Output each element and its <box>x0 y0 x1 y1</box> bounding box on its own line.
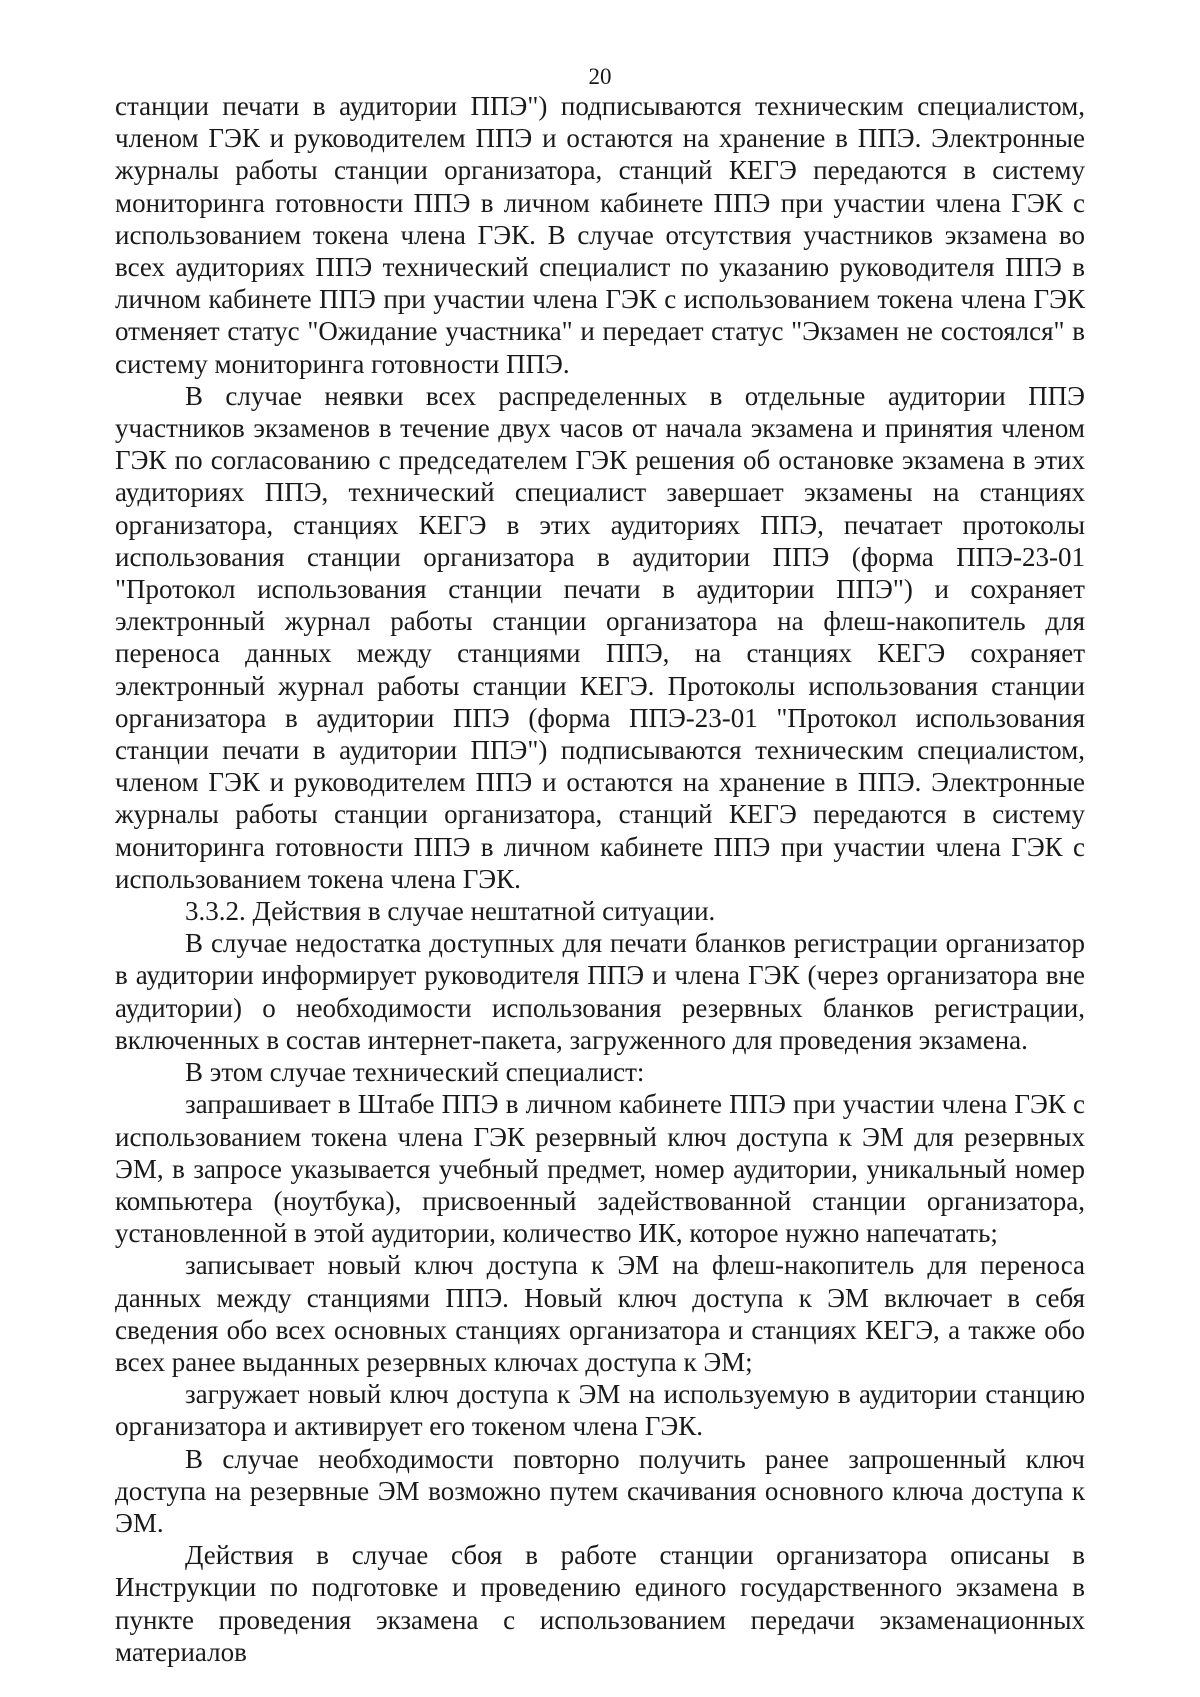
paragraph-absence-of-participants: В случае неявки всех распределенных в отдельные аудитории ППЭ участников экзаменов в течение двух часов от начала экзамена и принятия членом ГЭК по согласованию с председателем ГЭК решения об остановке экзамена в этих аудиториях ППЭ, технический специалист завершает экзамены на станциях организатора, станциях КЕГЭ в этих аудиториях ППЭ, печатает протоколы использования станции организатора в аудитории ППЭ (форма ППЭ-23-01 "Протокол использования станции печати в аудитории ППЭ") и сохраняет электронный журнал работы станции организатора на флеш-накопитель для переноса данных между станциями ППЭ, на станциях КЕГЭ сохраняет электронный журнал работы станции КЕГЭ. Протоколы использования станции организатора в аудитории ППЭ (форма ППЭ-23-01 "Протокол использования станции печати в аудитории ППЭ") подписываются техническим специалистом, членом ГЭК и руководителем ППЭ и остаются на хранение в ППЭ. Электронные журналы работы станции организатора, станций КЕГЭ передаются в систему мониторинга готовности ППЭ в личном кабинете ППЭ при участии члена ГЭК с использованием токена члена ГЭК. <box>115 380 1085 894</box>
paragraph-tech-specialist-intro: В этом случае технический специалист: <box>185 1057 645 1088</box>
paragraph-repeat-key: В случае необходимости повторно получить ранее запрошенный ключ доступа на резервные ЭМ возможно путем скачивания основного ключа доступа к ЭМ. <box>115 1443 1085 1538</box>
list-item-write-key: записывает новый ключ доступа к ЭМ на флеш-накопитель для переноса данных между станциями ППЭ. Новый ключ доступа к ЭМ включает в себя сведения обо всех основных станциях организатора и станциях КЕГЭ, а также обо всех ранее выданных резервных ключах доступа к ЭМ; <box>115 1250 1085 1377</box>
paragraph-station-failure: Действия в случае сбоя в работе станции организатора описаны в Инструкции по подготовке и проведению единого государственного экзамена в пункте проведения экзамена с использованием передачи экзаменационных материалов <box>115 1540 1085 1667</box>
list-item-request-key: запрашивает в Штабе ППЭ в личном кабинете ППЭ при участии члена ГЭК с использованием токена члена ГЭК резервный ключ доступа к ЭМ для резервных ЭМ, в запросе указывается учебный предмет, номер аудитории, уникальный номер компьютера (ноутбука), присвоенный задействованной станции организатора, установленной в этой аудитории, количество ИК, которое нужно напечатать; <box>115 1089 1085 1249</box>
section-heading-3-3-2: 3.3.2. Действия в случае нештатной ситуации. <box>185 896 716 927</box>
paragraph-shortage-of-forms: В случае недостатка доступных для печати бланков регистрации организатор в аудитории информирует руководителя ППЭ и члена ГЭК (через организатора вне аудитории) о необходимости использования резервных бланков регистрации, включенных в состав интернет-пакета, загруженного для проведения экзамена. <box>115 928 1085 1055</box>
page-number: 20 <box>588 64 612 89</box>
document-body <box>115 90 1085 1668</box>
list-item-load-key: загружает новый ключ доступа к ЭМ на используемую в аудитории станцию организатора и активирует его токеном члена ГЭК. <box>115 1379 1085 1442</box>
paragraph-continuation: станции печати в аудитории ППЭ") подписываются техническим специалистом, членом ГЭК и руководителем ППЭ и остаются на хранение в ППЭ. Электронные журналы работы станции организатора, станций КЕГЭ передаются в систему мониторинга готовности ППЭ в личном кабинете ППЭ при участии члена ГЭК с использованием токена члена ГЭК. В случае отсутствия участников экзамена во всех аудиториях ППЭ технический специалист по указанию руководителя ППЭ в личном кабинете ППЭ при участии члена ГЭК с использованием токена члена ГЭК отменяет статус "Ожидание участника" и передает статус "Экзамен не состоялся" в систему мониторинга готовности ППЭ. <box>115 91 1085 379</box>
